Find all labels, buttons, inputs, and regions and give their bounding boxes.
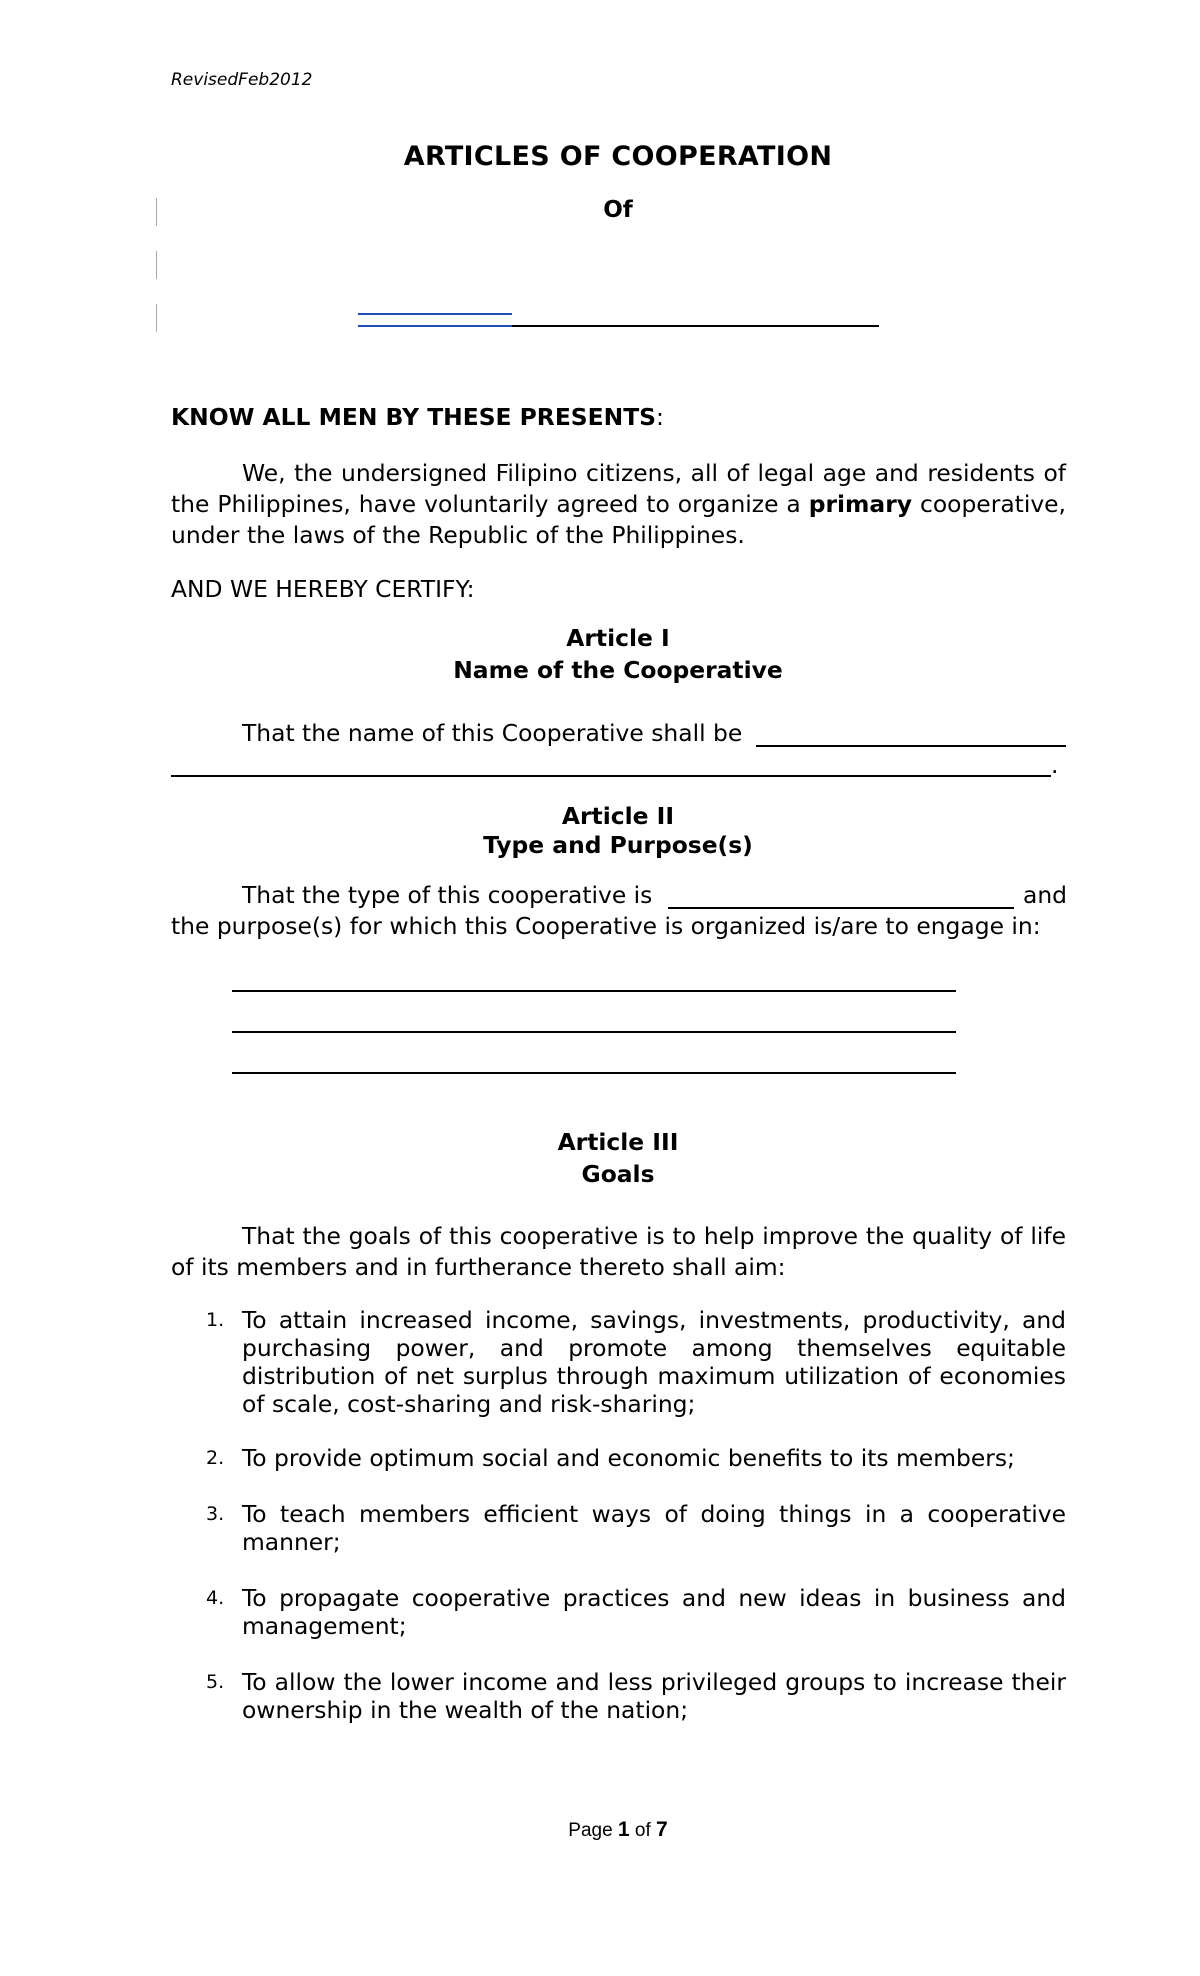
article-3-number: Article III: [557, 1128, 679, 1156]
list-item-text: To provide optimum social and economic benefits to its members;: [242, 1444, 1015, 1472]
page-current: 1: [617, 1818, 630, 1841]
page-total: 7: [656, 1818, 668, 1841]
list-item-number: 1.: [206, 1309, 225, 1331]
cooperative-type-blank[interactable]: [668, 907, 1014, 909]
article-2-and: and: [1023, 881, 1068, 909]
page-footer: Page 1 of 7: [568, 1818, 668, 1841]
list-item-number: 5.: [206, 1671, 225, 1693]
list-item-text: To teach members efficient ways of doing things in a cooperative manner;: [242, 1500, 1066, 1556]
list-item-text: To propagate cooperative practices and new ideas in business and management;: [242, 1584, 1066, 1640]
list-item-number: 4.: [206, 1587, 225, 1609]
intro-paragraph: We, the undersigned Filipino citizens, all of legal age and residents of the Philippines, have voluntarily agreed to organize a primary cooperative, under the laws of the Republic of the Philippines.: [171, 459, 1066, 549]
article-3-intro: That the goals of this cooperative is to help improve the quality of life of its members and in furtherance thereto shall aim:: [171, 1222, 1066, 1281]
article-3-title: Goals: [581, 1160, 655, 1188]
list-item-text: To allow the lower income and less privileged groups to increase their ownership in the wealth of the nation;: [242, 1668, 1066, 1724]
article-2-text-start: That the type of this cooperative is: [242, 881, 653, 909]
cooperative-name-field-link[interactable]: [358, 313, 512, 315]
certify-line: AND WE HEREBY CERTIFY:: [171, 575, 475, 603]
cooperative-name-blank[interactable]: [512, 325, 879, 327]
margin-change-bar: [156, 304, 157, 332]
article-1-name-blank[interactable]: [756, 745, 1066, 747]
purpose-blank-2[interactable]: [232, 1031, 956, 1033]
margin-change-bar: [156, 198, 157, 226]
article-2-number: Article II: [561, 802, 675, 830]
cooperative-name-field-link-underline: [358, 325, 512, 327]
article-1-name-blank-2[interactable]: [171, 775, 1051, 777]
list-item-number: 3.: [206, 1503, 225, 1525]
article-1-number: Article I: [566, 624, 670, 652]
primary-emphasis: primary: [808, 490, 912, 518]
purpose-blank-3[interactable]: [232, 1072, 956, 1074]
article-1-text: That the name of this Cooperative shall be: [242, 719, 743, 747]
document-subtitle: Of: [603, 197, 633, 223]
document-title: ARTICLES OF COOPERATION: [403, 141, 833, 172]
purpose-blank-1[interactable]: [232, 990, 956, 992]
revision-note: RevisedFeb2012: [171, 70, 313, 90]
list-item-text: To attain increased income, savings, investments, productivity, and purchasing power, and promote among themselves equitable distribution of net surplus through maximum utilization of economies of scale, cost-sharing and risk-sharing;: [242, 1306, 1066, 1418]
know-all-men-heading: KNOW ALL MEN BY THESE PRESENTS:: [171, 403, 664, 431]
list-item-number: 2.: [206, 1447, 225, 1469]
article-2-text-end: the purpose(s) for which this Cooperative is organized is/are to engage in:: [171, 912, 1041, 940]
article-1-title: Name of the Cooperative: [453, 656, 783, 684]
article-1-period: .: [1051, 751, 1059, 779]
margin-change-bar: [156, 251, 157, 279]
article-2-title: Type and Purpose(s): [483, 831, 753, 859]
